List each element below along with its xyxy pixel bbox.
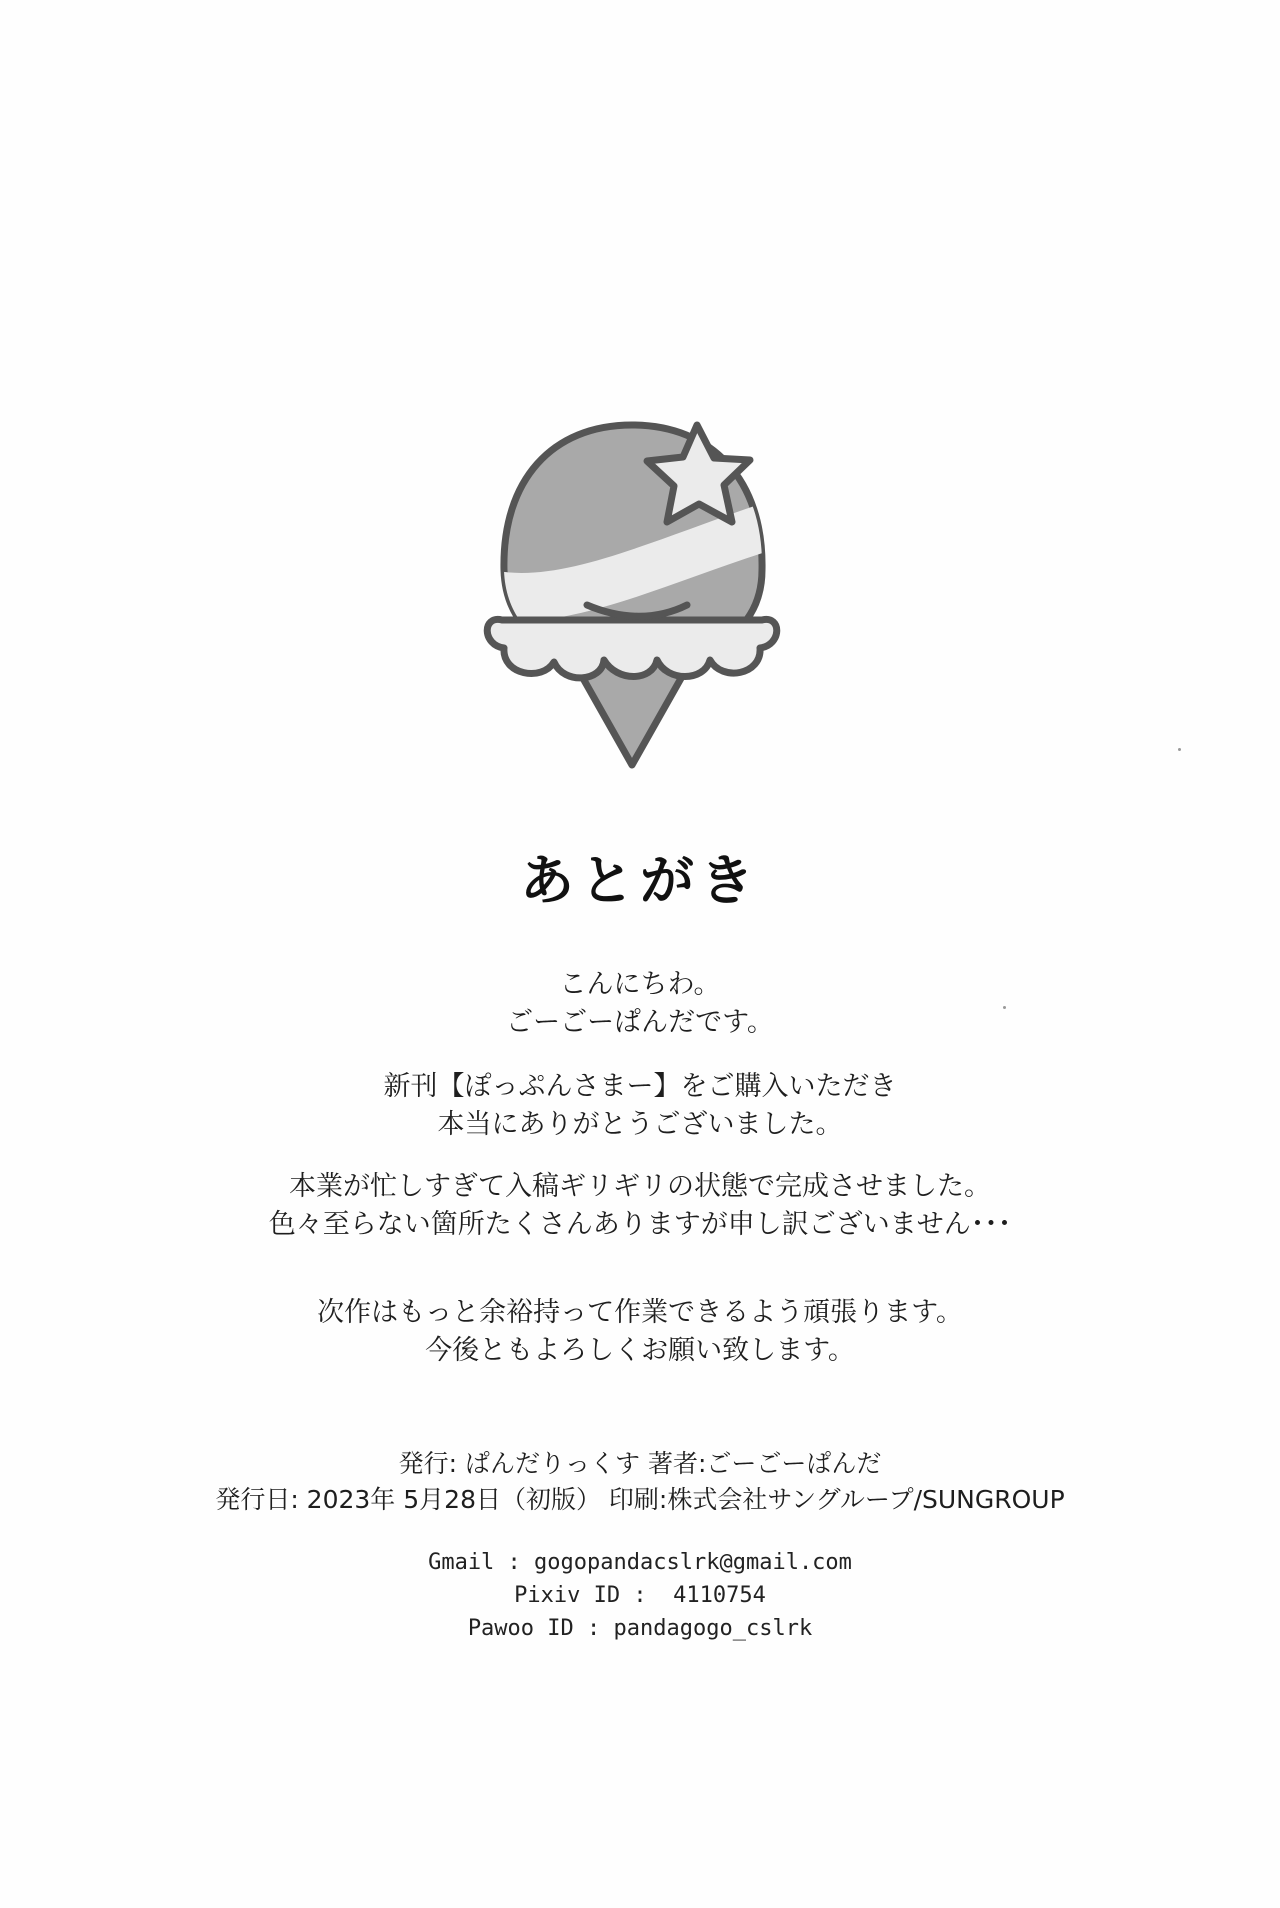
text-line: 今後ともよろしくお願い致します。 [425, 1335, 855, 1366]
scan-speck [1178, 748, 1181, 751]
text-line: 本当にありがとうございました。 [437, 1109, 843, 1140]
ice-cream-cone-with-star-icon [482, 420, 782, 770]
text-line: 次作はもっと余裕持って作業できるよう頑張ります。 [317, 1297, 963, 1328]
apology-paragraph [0, 1168, 1280, 1244]
pawoo-contact: Pawoo ID : pandagogo_cslrk [467, 1616, 813, 1641]
publisher-line: 発行: ぱんだりっくす 著者:ごーごーぱんだ [398, 1449, 882, 1478]
text-line: こんにちわ。 [559, 969, 721, 1000]
greeting-paragraph [0, 966, 1280, 1042]
gmail-contact: Gmail : gogopandacslrk@gmail.com [428, 1550, 852, 1575]
text-line: ごーごーぱんだです。 [506, 1007, 774, 1038]
text-line: 本業が忙しすぎて入稿ギリギリの状態で完成させました。 [289, 1171, 991, 1202]
pixiv-contact: Pixiv ID : 4110754 [514, 1583, 766, 1608]
text-line: 新刊【ぽっぷんさまー】をご購入いただき [383, 1071, 897, 1102]
closing-paragraph [0, 1294, 1280, 1370]
text-line: 色々至らない箇所たくさんありますが申し訳ございません･･･ [268, 1209, 1012, 1240]
thanks-paragraph [0, 1068, 1280, 1144]
scan-speck [1003, 1006, 1006, 1009]
contact-info [0, 1546, 1280, 1645]
page-title: あとがき [520, 849, 760, 912]
publication-date-line: 発行日: 2023年 5月28日（初版） 印刷:株式会社サングループ/SUNGROUP [215, 1485, 1065, 1514]
